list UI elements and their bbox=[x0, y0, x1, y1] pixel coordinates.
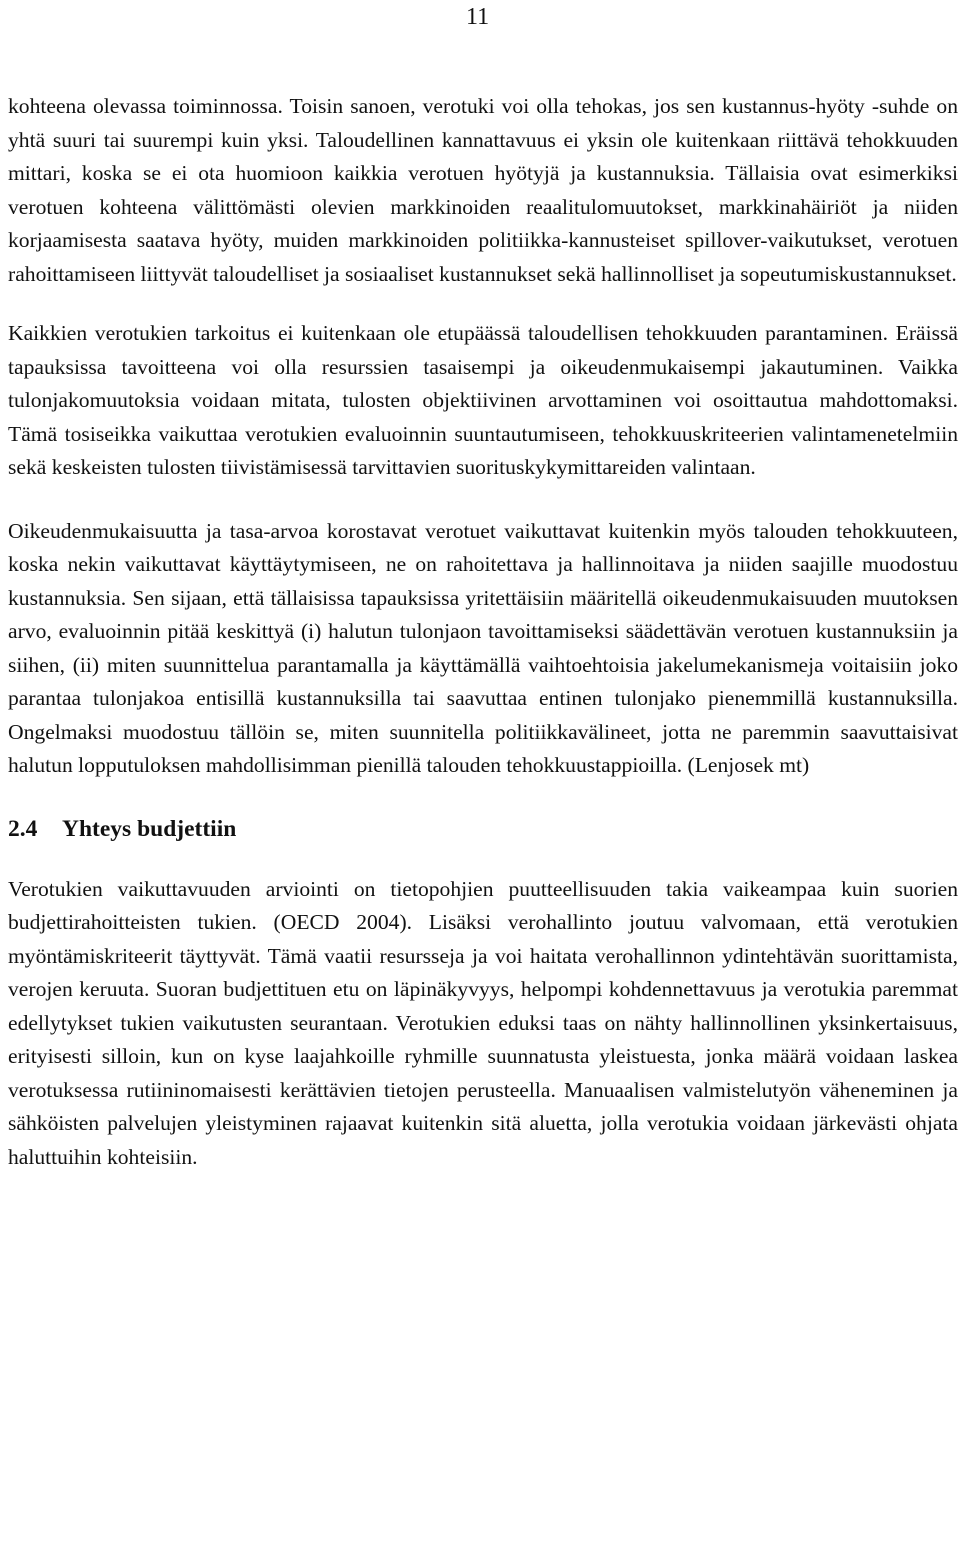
section-title: Yhteys budjettiin bbox=[62, 815, 237, 842]
section-heading bbox=[8, 813, 958, 845]
paragraph-budget-connection: Verotukien vaikuttavuuden arviointi on tietopohjien puutteellisuuden takia vaikeampaa kuin suorien budjettirahoitteisten tukien. (OECD 2004). Lisäksi verohallinto joutuu valvomaan, että verotukien myöntämiskriteerit täyttyvät. Tämä vaatii resursseja ja voi haitata verohallinnon ydintehtävän suorittamista, verojen keruuta. Suoran budjettituen etu on läpinäkyvyys, helpompi kohdennettavuus ja verotukia paremmat edellytykset tukien vaikutusten seurantaan. Verotukien eduksi taas on nähty hallinnollinen yksinkertaisuus, erityisesti silloin, kun on kyse laajahkoille ryhmille suunnatusta yleistuesta, jonka määrä voidaan laskea verotuksessa rutiininomaisesti kerättävien tietojen perusteella. Manuaalisen valmistelutyön väheneminen ja sähköisten palvelujen yleistyminen rajaavat kuitenkin sitä aluetta, jolla verotukia voidaan järkevästi ohjata haluttuihin kohteisiin. bbox=[8, 876, 958, 1169]
paragraph-equity-goals: Kaikkien verotukien tarkoitus ei kuitenkaan ole etupäässä taloudellisen tehokkuuden parantaminen. Eräissä tapauksissa tavoitteena voi olla resurssien tasaisempi ja oikeudenmukaisempi jakautuminen. Vaikka tulonjakomuutoksia voidaan mitata, tulosten objektiivinen arvottaminen voi osoittautua mahdottomaksi. Tämä tosiseikka vaikuttaa verotukien evaluoinnin suuntautumiseen, tehokkuuskriteerien valintamenetelmiin sekä keskeisten tulosten tiivistämisessä tarvittavien suorituskykymittareiden valintaan. bbox=[8, 321, 958, 479]
paragraph-efficiency: kohteena olevassa toiminnossa. Toisin sanoen, verotuki voi olla tehokas, jos sen kustannus-hyöty -suhde on yhtä suuri tai suurempi kuin yksi. Taloudellinen kannattavuus ei yksin ole kuitenkaan riittävä tehokkuuden mittari, koska se ei ota huomioon kaikkia verotuen hyötyjä ja kustannuksia. Tällaisia ovat esimerkiksi verotuen kohteena välittömästi olevien markkinoiden reaalitulomuutokset, markkinahäiriöt ja niiden korjaamisesta saatava hyöty, muiden markkinoiden politiikka-kannusteiset spillover-vaikutukset, verotuen rahoittamiseen liittyvät taloudelliset ja sosiaaliset kustannukset sekä hallinnolliset ja sopeutumiskustannukset. bbox=[8, 94, 958, 286]
paragraph-fairness-evaluation: Oikeudenmukaisuutta ja tasa-arvoa korostavat verotuet vaikuttavat kuitenkin myös talouden tehokkuuteen, koska nekin vaikuttavat käyttäytymiseen, ne on rahoitettava ja hallinnoitava ja niiden saajille muodostuu kustannuksia. Sen sijaan, että tällaisissa tapauksissa yritettäisiin määritellä oikeudenmukaisuuden muutoksen arvo, evaluoinnin pitää keskittyä (i) halutun tulonjaon tavoittamiseksi säädettävän verotuen kustannuksiin ja siihen, (ii) miten suunnittelua parantamalla ja käyttämällä vaihtoehtoisia jakelumekanismeja voitaisiin joko parantaa tulonjakoa entisillä kustannuksilla tai saavuttaa entinen tulonjako pienemmillä kustannuksilla. Ongelmaksi muodostuu tällöin se, miten suunnitella politiikkavälineet, jotta ne paremmin saavuttaisivat halutun lopputuloksen mahdollisimman pienillä talouden tehokkuustappioilla. (Lenjosek mt) bbox=[8, 518, 958, 777]
page-number: 11 bbox=[466, 4, 490, 30]
document-body bbox=[8, 90, 958, 1174]
section-number: 2.4 bbox=[8, 815, 38, 842]
